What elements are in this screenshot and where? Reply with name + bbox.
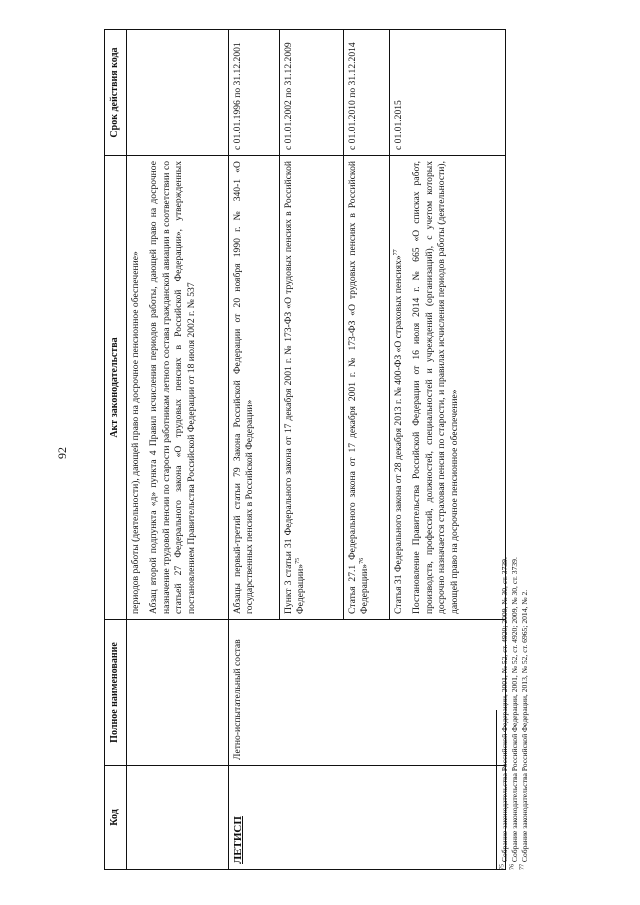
cell-act [126,156,228,620]
cell-term: с 01.01.2002 по 31.12.2009 [279,30,343,156]
cell-act [228,156,279,620]
page-number: 92 [55,447,69,459]
act-text: Статья 31 Федерального закона от 28 декабря 2013 г. № 400-ФЗ «О страховых пенсиях» [392,255,404,614]
footnote: $^{75}$ Собрание законодательства Российской Федерации, 2001, № 52, ст. 4920; 2009, № 30, ст. 3739. [499,557,509,870]
footnote-ref: 75 [294,557,301,564]
cell-term: с 01.01.2015 [389,30,505,156]
footnote: $^{77}$ Собрание законодательства Российской Федерации, 2013, № 52, ст. 6965; 2014, № 2. [519,589,529,870]
cell-full-name: Летно-испытательный состав [228,620,505,766]
act-paragraph: периодов работы (деятельности), дающей право на досрочное пенсионное обеспечение» [129,251,141,614]
footnote-ref: 76 [358,557,365,564]
footnotes [500,350,529,870]
cell-code: ЛЕТИСП [228,766,505,870]
act-text: Абзацы первый-третий статьи 79 Закона Российской Федерации от 20 ноября 1990 г. № 340-1 «О государственных пенсиях в Российской Федерации» [231,161,255,614]
footnote-divider [496,710,497,870]
cell-term: с 01.01.2010 по 31.12.2014 [343,30,389,156]
header-code: Код [105,766,127,870]
act-paragraph: Абзац второй подпункта «д» пункта 4 Правил исчисления периодов работы, дающей право на досрочное назначение трудовой пенсии по старости работникам летного состава гражданской авиации в соответствии со статьей 27 Федерального закона «О трудовых пенсиях в Российской Федерации», утвержденных постановлением Правительства Российской Федерации от 18 июля 2002 г. № 537 [148,161,197,614]
footnote-ref: 77 [392,249,399,256]
table-header-row [105,30,127,870]
codes-table [104,29,506,870]
header-act: Акт законодательства [105,156,127,620]
cell-act [279,156,343,620]
act-text: Пункт 3 статьи 31 Федерального закона от 17 декабря 2001 г. № 173-ФЗ «О трудовых пенсиях в Российской Федерации» [282,161,306,614]
cell-code-empty [126,766,228,870]
act-text-2: Постановление Правительства Российской Федерации от 16 июля 2014 г. № 665 «О списках работ, производств, профессий, должностей, специальностей и учреждений (организаций), с учетом которых досрочно назначается страховая пенсия по старости, и правилах исчисления периодов работы (деятельности), дающей право на досрочное пенсионное обеспечение» [411,161,460,614]
cell-name-empty [126,620,228,766]
footnote: $^{76}$ Собрание законодательства Российской Федерации, 2001, № 52, ст. 4920; 2009, № 30, ст. 3739. [509,557,519,870]
act-text: Статья 27.1 Федерального закона от 17 декабря 2001 г. № 173-ФЗ «О трудовых пенсиях в Российской Федерации» [346,161,370,614]
cell-act [389,156,505,620]
table-row [228,30,279,870]
header-full-name: Полное наименование [105,620,127,766]
cell-term: с 01.01.1996 по 31.12.2001 [228,30,279,156]
rotated-page-content [104,30,534,870]
cell-term-empty [126,30,228,156]
table-row-continued [126,30,228,870]
header-term: Срок действия кода [105,30,127,156]
cell-act [343,156,389,620]
